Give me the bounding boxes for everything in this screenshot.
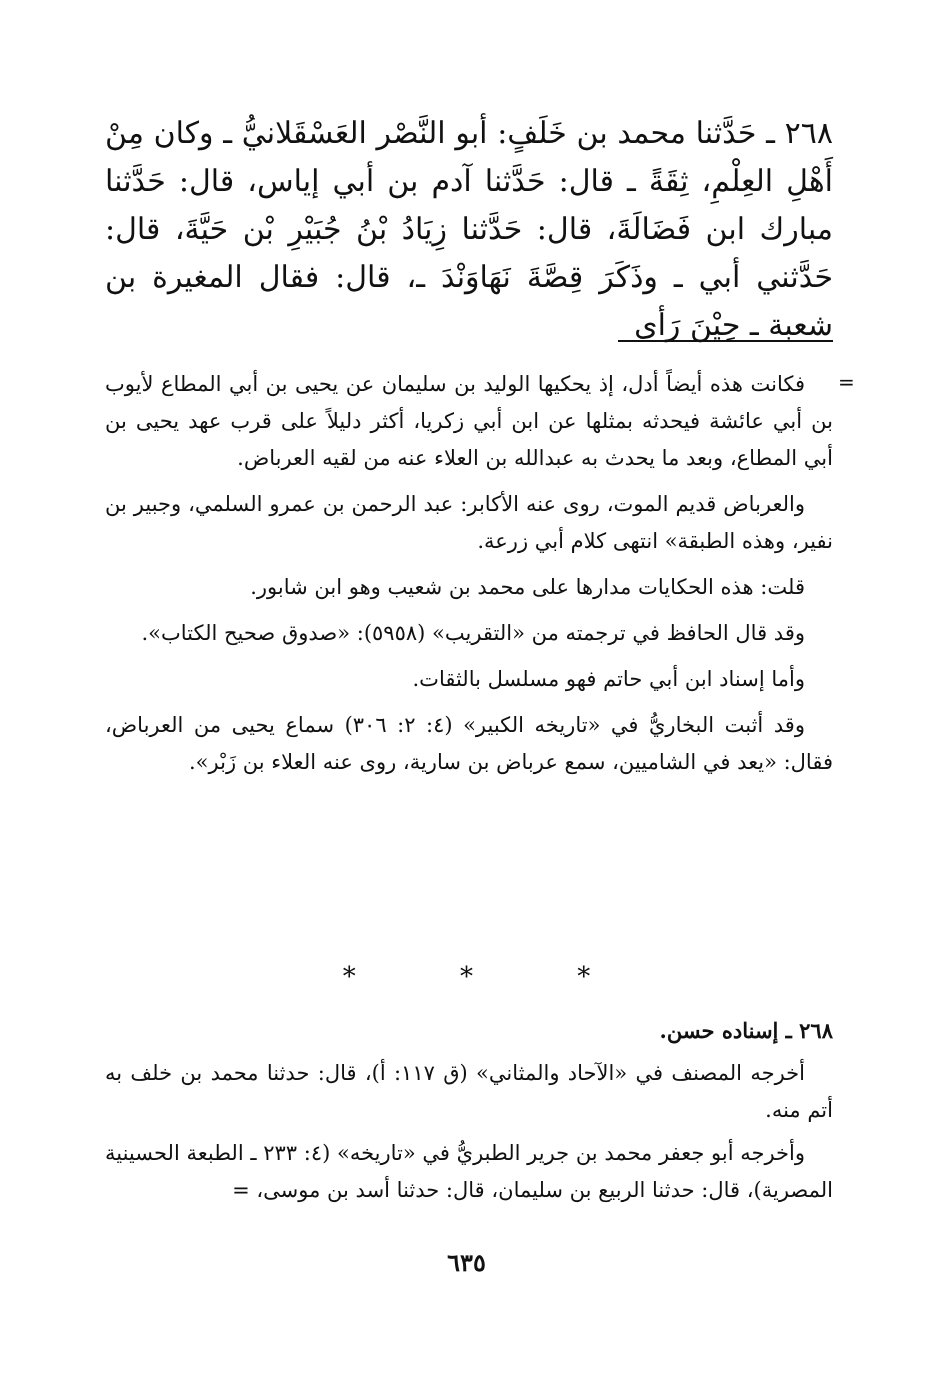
footnote-paragraph: فكانت هذه أيضاً أدل، إذ يحكيها الوليد بن سليمان عن يحيى بن أبي المطاع لأيوب بن أبي عائشة فيحدثه بمثلها عن ابن أبي زكريا، أكثر دليلاً على قرب عهد يحيى بن أبي المطاع، وبعد ما يحدث به عبدالله بن العلاء عنه من لقيه العرباض.: [105, 372, 833, 470]
footnotes-previous: [105, 366, 833, 781]
footnote-continuation-mark: =: [838, 370, 855, 394]
section-separator-stars: * * *: [342, 962, 639, 992]
footnote-heading: ٢٦٨ ـ إسناده حسن.: [659, 1018, 833, 1043]
footnote-paragraph: وأما إسناد ابن أبي حاتم فهو مسلسل بالثقات.: [412, 667, 805, 691]
page-number: ٦٣٥: [447, 1248, 486, 1277]
hadith-body: حَدَّثنا محمد بن خَلَفٍ: أبو النَّصْر العَسْقَلانيُّ ـ وكان مِنْ أَهْلِ العِلْمِ، ثِقَةً ـ قال: حَدَّثنا آدم بن أبي إياس، قال: حَدَّثنا مبارك ابن فَضَالَةَ، قال: حَدَّثنا زِيَادُ بْنُ جُبَيْرِ بْن حَيَّةَ، قال: حَدَّثني أبي ـ وذَكَرَ قِصَّةَ نَهَاوَنْدَ ـ، قال: فقال المغيرة بن شعبة ـ حِيْنَ رَأى: [105, 116, 833, 343]
footnote-paragraph: وقد أثبت البخاريُّ في «تاريخه الكبير» (٤: ٢: ٣٠٦) سماع يحيى من العرباض، فقال: «يعد في الشاميين، سمع عرباض بن سارية، روى عنه العلاء بن زَبْر».: [105, 713, 833, 774]
hadith-number: ٢٦٨ ـ: [766, 116, 833, 151]
footnote-paragraph-text: وأخرجه أبو جعفر محمد بن جرير الطبريُّ في «تاريخه» (٤: ٢٣٣ ـ الطبعة الحسينية المصرية)، قال: حدثنا الربيع بن سليمان، قال: حدثنا أسد بن موسى،: [105, 1141, 833, 1202]
footnote-current: [105, 1012, 833, 1209]
footnote-paragraph: [105, 1135, 833, 1209]
footnote-paragraph: قلت: هذه الحكايات مدارها على محمد بن شعيب وهو ابن شابور.: [250, 575, 805, 599]
main-hadith-text: [105, 110, 833, 350]
footnote-paragraph: والعرباض قديم الموت، روى عنه الأكابر: عبد الرحمن بن عمرو السلمي، وجبير بن نفير، وهذه الطبقة» انتهى كلام أبي زرعة.: [105, 492, 833, 553]
footnote-paragraph: وقد قال الحافظ في ترجمته من «التقريب» (٥٩٥٨): «صدوق صحيح الكتاب».: [141, 621, 805, 645]
footnote-end-mark: =: [232, 1178, 250, 1202]
footnote-separator-line: [618, 340, 833, 342]
footnote-paragraph: أخرجه المصنف في «الآحاد والمثاني» (ق ١١٧: أ)، قال: حدثنا محمد بن خلف به أتم منه.: [105, 1061, 833, 1122]
